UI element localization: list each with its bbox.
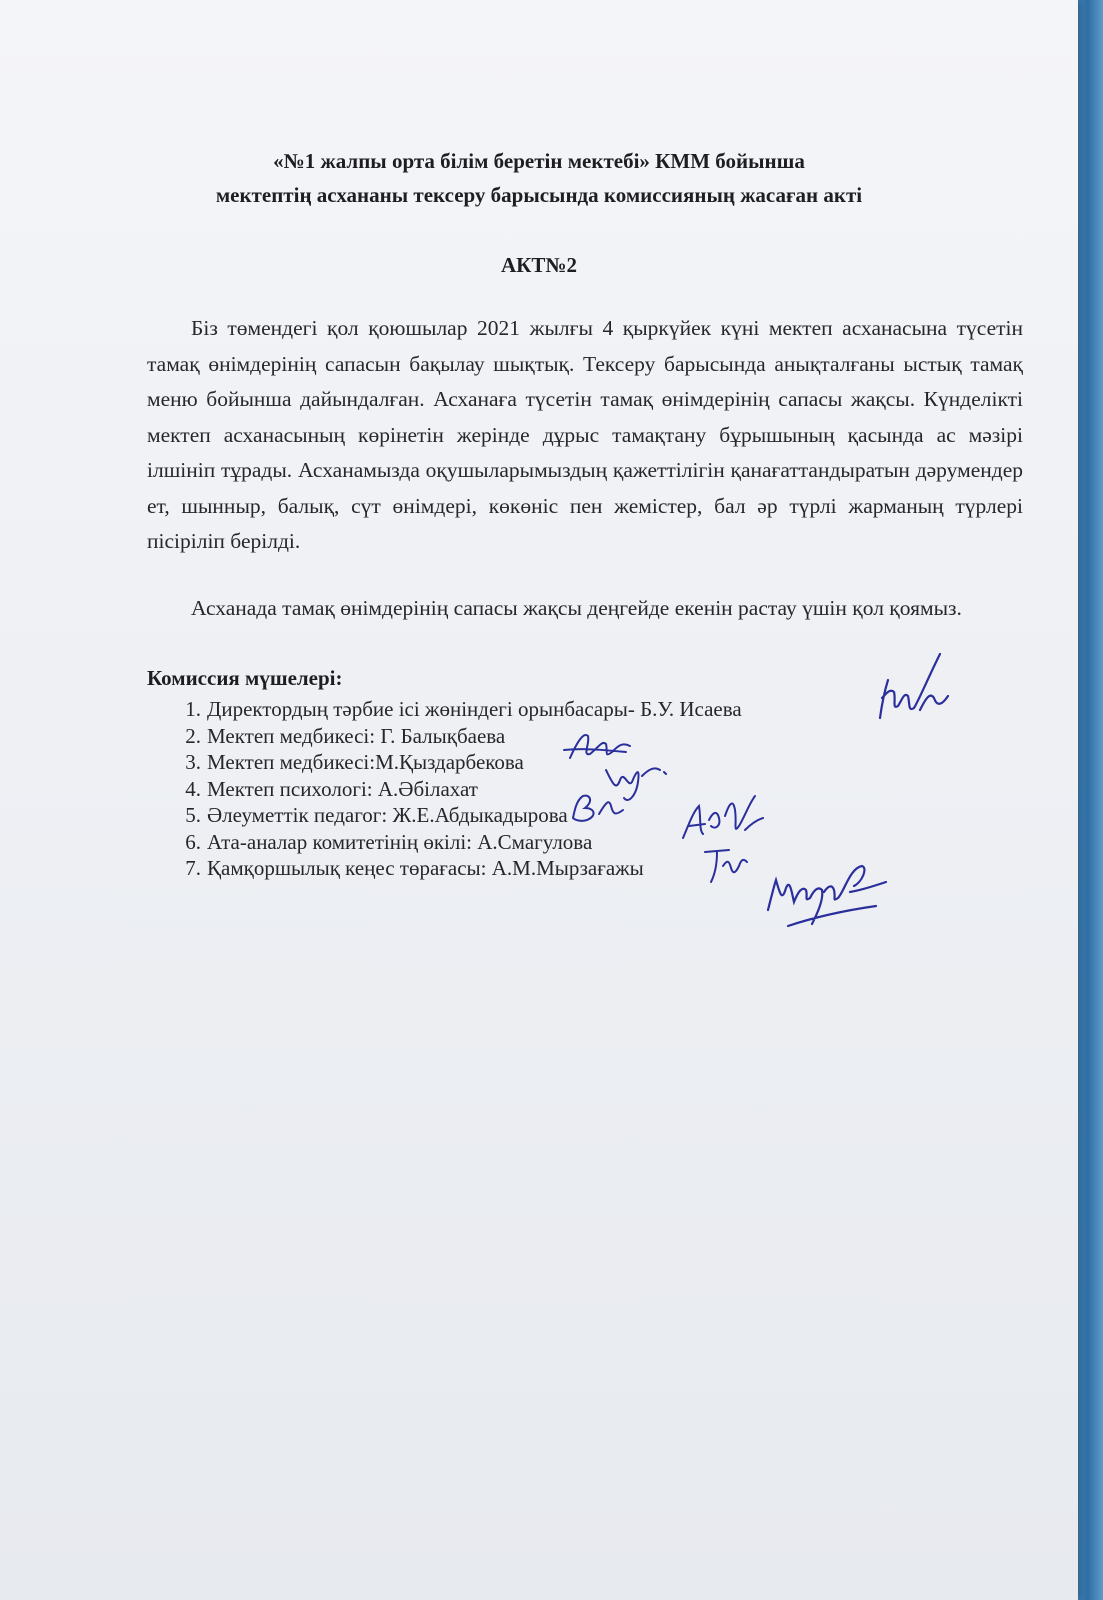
document-title-line-2: мектептің асхананы тексеру барысында комиссияның жасаған акті: [215, 183, 863, 207]
body-paragraph-1: Біз төмендегі қол қоюшылар 2021 жылғы 4 қыркүйек күні мектеп асханасына түсетін тамақ өнімдерінің сапасын бақылау шықтық. Тексеру барысында анықталғаны ыстық тамақ меню бойынша дайындалған. Асханаға түсетін тамақ өнімдерінің сапасы жақсы. Күнделікті мектеп асханасының көрінетін жерінде дұрыс тамақтану бұрышының қасында ас мәзірі ілшініп тұрады. Асханамызда оқушыларымыздың қажеттілігін қанағаттандыратын дәрумендер ет, шынныр, балық, сүт өнімдері, көкөніс пен жемістер, бал әр түрлі жарманың түрлері пісіріліп берілді.: [147, 316, 1023, 553]
member-text: Ата-аналар комитетінің өкілі: А.Смагулова: [207, 829, 593, 854]
member-text: Мектеп медбикесі:М.Қыздарбекова: [207, 750, 524, 774]
member-text: Әлеуметтік педагог: Ж.Е.Абдыкадырова: [207, 803, 568, 827]
signature-7-stroke: [768, 866, 886, 926]
signature-4: [565, 784, 635, 829]
signature-7: [758, 858, 893, 938]
signature-6: [695, 840, 755, 890]
member-text: Мектеп психологі: А.Әбілахат: [207, 776, 478, 801]
member-item: [147, 855, 742, 882]
member-number: 4.: [185, 776, 201, 801]
document-title-line-1: «№1 жалпы орта білім беретін мектебі» КММ бойынша: [273, 149, 805, 173]
member-item: [147, 829, 742, 856]
act-number: АКТ№2: [500, 253, 577, 277]
signature-1: [868, 648, 968, 728]
members-title: Комиссия мүшелері:: [147, 666, 343, 690]
body-paragraph-2: Асханада тамақ өнімдерінің сапасы жақсы деңгейде екенін растау үшін қол қоямыз.: [191, 596, 962, 620]
member-text: Қамқоршылық кеңес төрағасы: А.М.Мырзағажы: [207, 856, 644, 880]
member-number: 1.: [185, 697, 201, 721]
signature-4-stroke: [573, 796, 623, 821]
member-number: 5.: [185, 803, 201, 827]
signature-6-stroke: [705, 850, 747, 882]
member-number: 6.: [185, 829, 201, 854]
member-item: [147, 723, 742, 750]
member-number: 3.: [185, 750, 201, 774]
member-number: 2.: [185, 723, 201, 748]
member-text: Директордың тәрбие ісі жөніндегі орынбасары- Б.У. Исаева: [207, 697, 742, 721]
signature-5-stroke: [683, 796, 763, 838]
member-text: Мектеп медбикесі: Г. Балықбаева: [207, 723, 506, 748]
member-item: [147, 696, 742, 723]
signature-1-stroke: [880, 654, 948, 718]
member-number: 7.: [185, 856, 201, 880]
